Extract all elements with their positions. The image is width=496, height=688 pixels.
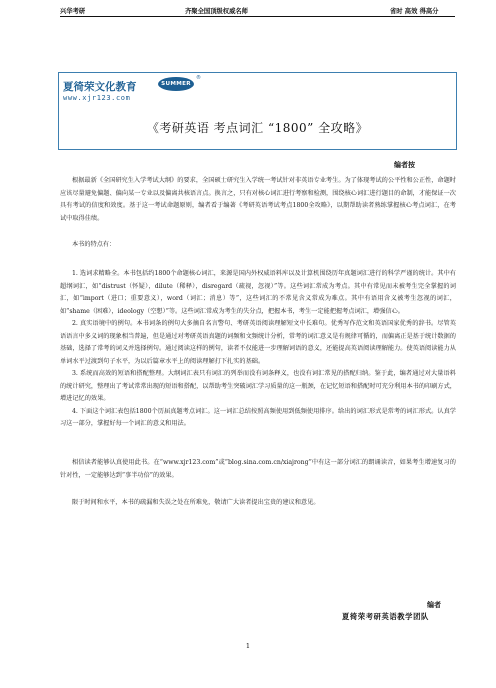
closing-paragraph: 限于时间和水平，本书的疏漏和失误之处在所难免，敬请广大读者提出宝贵的建议和意见。 [72,499,320,506]
features-heading-block [60,239,456,252]
header-rule [60,16,455,17]
signature-team: 夏徛荣考研英语教学团队 [342,612,429,621]
feature-3: 3. 系统而高效的短语和搭配整理。大纲词汇表只有词汇的列举而没有词条释义，也没有词汇常见的搭配归纳。鉴于此，编者通过对大量语料的统计研究，整理出了考试常常出现的短语和搭配，以帮助考生突破词汇学习质量的这一瓶颈，在记忆短语和搭配时可充分利用本书的印刷方式，增进记忆的效果。 [60,370,456,402]
page-number: 1 [245,642,251,650]
feature-2: 2. 真实语境中的例句。本书词条的例句大多摘自名言警句、考研英语阅读理解短文中长难句。优秀写作范文和英语国家优秀的辞书。尽管英语语言中多义词的现象相当普遍，但是通过对考研英语真题的词频和文频统计分析，常考的词汇意义是有规律可循的，而偏离正是基于统计数据的基础，选择了常考的词义并选择例句。通过阅读这样的例句，读者不仅能进一步理解词语的意义，还能提高英语阅读理解能力。使英语阅读能力从单词水平过渡到句子水平，为以后篇章水平上的阅读理解打下扎实的基础。 [60,320,456,365]
closing-paragraph-block [60,497,456,510]
header-right: 省时 高效 得高分 [390,8,439,15]
editor-label: 编者按 [394,160,415,169]
feature-4: 4. 下面这个词汇表包括1800个历届真题考点词汇。这一词汇总结按照高频使用到低频使用排序。给出的词汇形式是常考的词汇形式。认真学习这一部分，掌握好每一个词汇的意义和用法。 [60,407,456,427]
features-list [60,268,456,431]
website-paragraph: 相信读者能够认真使用此书。在“www.xjr123.com”或“blog.sina.com.cn/xiajrong”中有这一部分词汇的朗诵读音，如果考生增速复习的针对性，一定能够达到“事半功倍”的效果。 [60,459,456,479]
feature-1: 1. 选词求精略全。本书包括约1800个命题核心词汇，来源是国内外权威语料库以及计算机围绕历年真题词汇进行的科学严谨的统计。其中有超纲词汇，如“distrust（怀疑），dilute（稀释），disregard（疏视，忽视）”等。这些词汇常成为考点。其中有常见而未被考生完全掌握的词汇，如“import（进口；重要意义），word（词汇；消息）等”，这些词汇的不常见含义常成为难点。其中有语用含义被考生忽视的词汇，如“shame（困难），ideology（空想）”等。这些词汇常成为考生的失分点，把握本书，考生一定能把握考点词汇，增强信心。 [60,270,456,315]
features-heading: 本书的特点有： [72,241,116,248]
title-banner [58,72,457,150]
brand-name: 夏徛荣文化教育 [63,81,137,93]
website-paragraph-block [60,457,456,482]
header-center: 齐聚全国顶级权威名师 [185,8,248,15]
book-title: 《考研英语 考点词汇 “1800” 全攻略》 [146,121,369,135]
summer-logo: SUMMER [158,77,194,91]
registered-mark: ® [196,75,201,81]
intro-paragraph [60,175,456,225]
brand-url: www.xjr123.com [63,94,131,102]
paragraph-1: 根据最新《全国研究生入学考试大纲》的要求，全国硕士研究生入学统一考试针对非英语专业考生。为了体现考试的公平性和公正性，命题时应该尽量避免偏题、偏向某一专业以及偏离共核语言点。换言之，只有对核心词汇进行考察和检测，围绕核心词汇进行题目的命制，才能保证一次具有考试的信度和效度。基于这一考试命题原则，编者看于编著《考研英语考试考点1800全攻略》，以期帮助读者熟练掌握核心考点词汇，在考试中取得佳绩。 [60,177,456,222]
header-left: 兴华考研 [60,8,86,15]
signature-editor: 编者 [427,600,441,609]
